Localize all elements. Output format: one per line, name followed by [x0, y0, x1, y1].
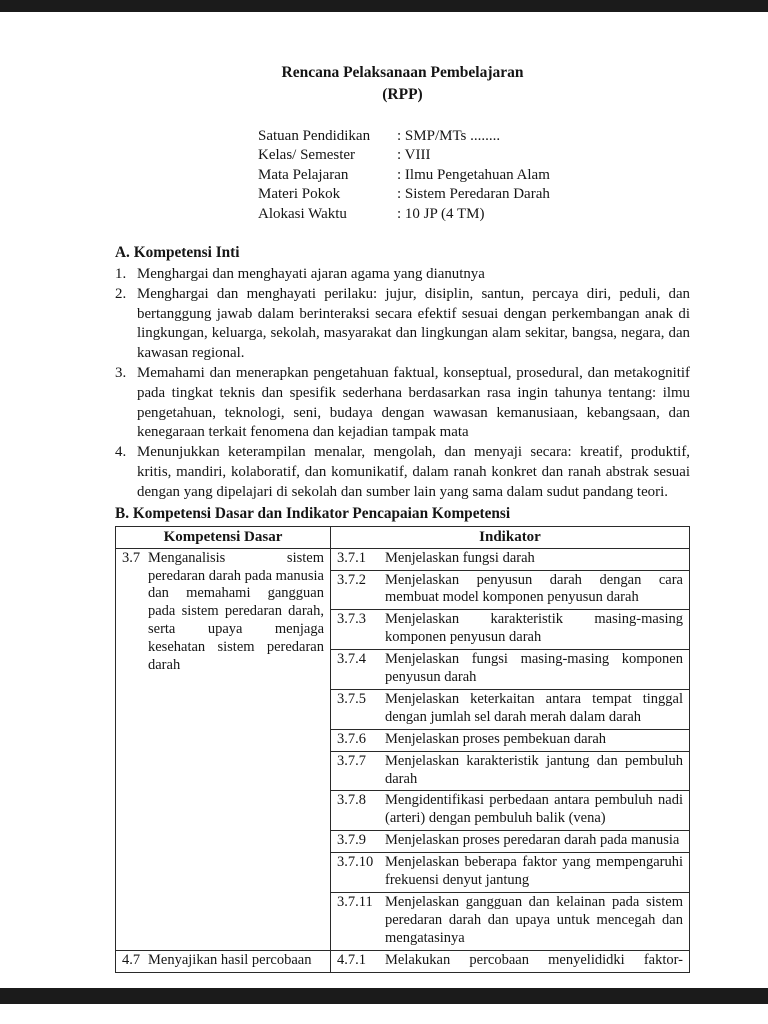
kompetensi-inti-list: [115, 265, 690, 503]
indicator-number: 3.7.6: [337, 730, 366, 747]
indicator-cell: [331, 729, 690, 751]
ki-item: [115, 364, 690, 443]
ki-item: [115, 265, 690, 285]
metadata-label: Mata Pelajaran: [258, 166, 349, 183]
indicator-number: 3.7.10: [337, 854, 374, 871]
header-indikator: Indikator: [331, 526, 690, 548]
metadata-label: Satuan Pendidikan: [258, 128, 371, 144]
bottom-edge-bar: [0, 988, 768, 1004]
metadata-row-materi-pokok: [258, 185, 690, 204]
indicator-entry: [337, 832, 683, 850]
indicator-text: Menjelaskan karakteristik jantung dan pembuluh darah: [385, 752, 683, 787]
ki-item-number: 2.: [115, 285, 127, 302]
indicator-number: 3.7.1: [337, 549, 366, 566]
indicator-cell: [331, 831, 690, 853]
metadata-value: : Ilmu Pengetahuan Alam: [397, 166, 550, 183]
ki-item: [115, 285, 690, 364]
metadata-label: Alokasi Waktu: [258, 205, 347, 222]
indicator-text: Menjelaskan gangguan dan kelainan pada sistem peredaran darah dan upaya untuk mencegah dan mengatasinya: [385, 894, 683, 946]
indicator-cell: [331, 650, 690, 690]
metadata-label: Materi Pokok: [258, 186, 341, 203]
kd-entry: [122, 550, 324, 675]
indicator-cell-4-7-1: [331, 950, 690, 972]
metadata-row-kelas-semester: [258, 146, 690, 165]
kd-indikator-table: [115, 526, 690, 973]
kd-number: 3.7: [122, 549, 141, 566]
indicator-text: Menjelaskan fungsi masing-masing komponen penyusun darah: [385, 651, 683, 686]
document-page: [115, 12, 690, 973]
indicator-entry: [337, 894, 683, 948]
metadata-block: [258, 127, 690, 224]
kd-cell-4-7: [116, 950, 331, 972]
indicator-entry: [337, 854, 683, 890]
indicator-text: Menjelaskan karakteristik masing-masing komponen penyusun darah: [385, 611, 683, 646]
indicator-number: 4.7.1: [337, 951, 366, 968]
header-kompetensi-dasar: Kompetensi Dasar: [116, 526, 331, 548]
indicator-number: 3.7.4: [337, 651, 366, 668]
indicator-cell: [331, 570, 690, 610]
metadata-value: : 10 JP (4 TM): [397, 205, 485, 222]
indicator-entry: [337, 550, 683, 568]
indicator-row: [116, 950, 690, 972]
metadata-label: Kelas/ Semester: [258, 147, 356, 164]
indicator-text: Menjelaskan fungsi darah: [385, 549, 535, 566]
metadata-value: : Sistem Peredaran Darah: [397, 186, 550, 203]
indicator-entry: [337, 952, 683, 970]
metadata-value: : VIII: [397, 147, 431, 164]
indicator-entry: [337, 753, 683, 789]
metadata-row-satuan-pendidikan: [258, 127, 690, 146]
ki-item-text: Memahami dan menerapkan pengetahuan faktual, konseptual, prosedural, dan metakognitif pada tingkat teknis dan spesifik sederhana berdasarkan rasa ingin tahunya tentang: ilmu pengetahuan, teknologi, seni, budaya dengan wawasan kemanusiaan, kebangsaan, dan kenegaraan terkait fenomena dan kejadian tampak mata: [137, 365, 690, 441]
indicator-number: 3.7.2: [337, 571, 366, 588]
indicator-cell: [331, 893, 690, 951]
section-a-heading: A. Kompetensi Inti: [115, 244, 240, 262]
indicator-cell: [331, 689, 690, 729]
ki-item: [115, 443, 690, 502]
ki-item-number: 3.: [115, 365, 127, 382]
indicator-entry: [337, 731, 683, 749]
indicator-text: Menjelaskan proses peredaran darah pada manusia: [385, 832, 680, 849]
doc-title-line2: (RPP): [382, 86, 423, 103]
indicator-number: 3.7.11: [337, 894, 373, 910]
section-b-heading: B. Kompetensi Dasar dan Indikator Pencapaian Kompetensi: [115, 504, 511, 522]
ki-item-number: 4.: [115, 444, 127, 461]
kd-text: Menyajikan hasil percobaan: [148, 951, 312, 968]
indicator-number: 3.7.8: [337, 792, 366, 809]
ki-item-text: Menunjukkan keterampilan menalar, mengolah, dan menyaji secara: kreatif, produktif, kritis, mandiri, kolaboratif, dan komunikatif, dalam ranah konkret dan ranah abstrak sesuai dengan yang dipelajari di sekolah dan sumber lain yang sama dalam sudut pandang teori.: [137, 444, 690, 500]
indicator-entry: [337, 611, 683, 647]
indicator-row: [116, 548, 690, 570]
indicator-number: 3.7.3: [337, 611, 366, 628]
indicator-entry: [337, 572, 683, 608]
indicator-cell: [331, 610, 690, 650]
indicator-entry: [337, 691, 683, 727]
metadata-row-alokasi-waktu: [258, 205, 690, 224]
indicator-cell: [331, 791, 690, 831]
top-edge-bar: [0, 0, 768, 12]
indicator-text: Menjelaskan proses pembekuan darah: [385, 730, 607, 747]
indicator-text: Menjelaskan penyusun darah dengan cara membuat model komponen penyusun darah: [385, 571, 683, 606]
indicator-number: 3.7.7: [337, 752, 366, 769]
doc-title-line1: Rencana Pelaksanaan Pembelajaran: [281, 64, 524, 81]
indicator-text: Melakukan percobaan menyelididki faktor-: [385, 951, 683, 968]
ki-item-number: 1.: [115, 266, 127, 283]
metadata-row-mata-pelajaran: [258, 166, 690, 185]
indicator-text: Menjelaskan keterkaitan antara tempat tinggal dengan jumlah sel darah merah dalam darah: [385, 690, 683, 725]
kd-number: 4.7: [122, 951, 141, 968]
document-title: [115, 62, 690, 106]
kd-text: Menganalisis sistem peredaran darah pada manusia dan memahami gangguan pada sistem peredaran darah, serta upaya menjaga kesehatan sistem peredaran darah: [148, 549, 324, 674]
kd-cell-3-7: [116, 548, 331, 950]
indicator-cell: [331, 853, 690, 893]
indicator-text: Mengidentifikasi perbedaan antara pembuluh nadi (arteri) dengan pembuluh balik (vena): [385, 792, 683, 827]
indicator-cell: [331, 548, 690, 570]
indicator-number: 3.7.9: [337, 832, 366, 849]
indicator-entry: [337, 792, 683, 828]
ki-item-text: Menghargai dan menghayati perilaku: jujur, disiplin, santun, percaya diri, peduli, dan bertanggung jawab dalam berinteraksi secara efektif sesuai dengan perkembangan anak di lingkungan, keluarga, sekolah, masyarakat dan lingkungan alam sekitar, bangsa, negara, dan kawasan regional.: [137, 285, 690, 362]
indicator-cell: [331, 751, 690, 791]
indicator-entry: [337, 651, 683, 687]
indicator-text: Menjelaskan beberapa faktor yang mempengaruhi frekuensi denyut jantung: [385, 854, 683, 889]
ki-item-text: Menghargai dan menghayati ajaran agama yang dianutnya: [137, 266, 485, 283]
indicator-number: 3.7.5: [337, 690, 366, 707]
table-header-row: [116, 526, 690, 548]
metadata-value: : SMP/MTs ........: [397, 128, 501, 144]
kd-entry: [122, 952, 324, 970]
